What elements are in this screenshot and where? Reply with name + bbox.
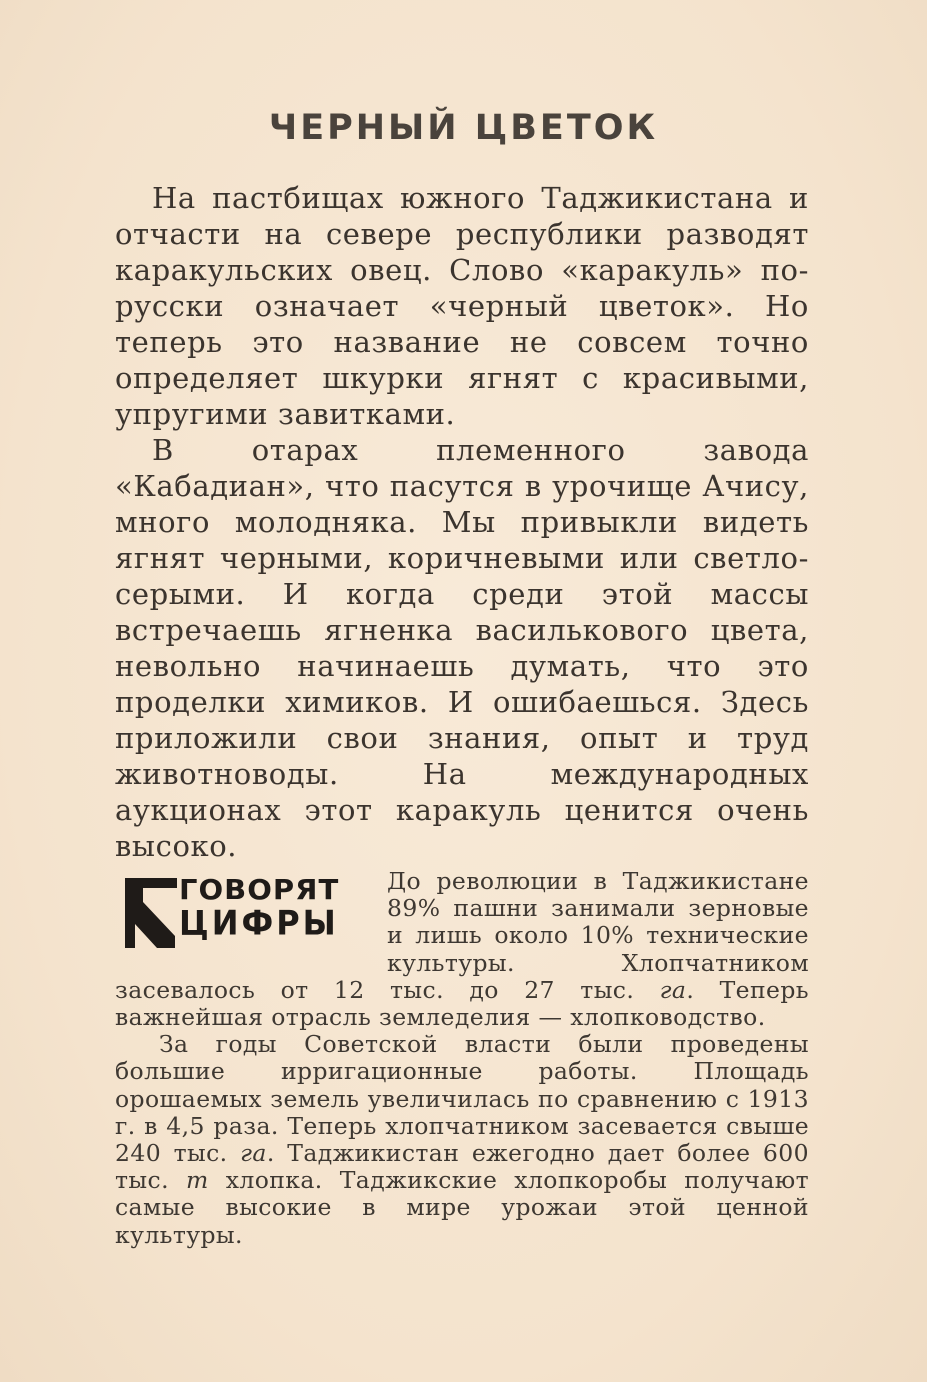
govoryat-tsifry-logo: [121, 872, 373, 952]
facts-p2-unit-ha: га: [240, 1139, 267, 1168]
logo-bracket-icon: [121, 872, 181, 952]
facts-p1-text-b: . Теперь важнейшая отрасль земледелия — хлопководство.: [115, 975, 809, 1032]
article-paragraph-1: На пастбищах южного Таджикистана и отчасти на севере республики разводят каракульских овец. Слово «каракуль» по-русски означает «черный цветок». Но теперь это название не совсем точно определяет шкурки ягнят с красивыми, упругими завитками.: [115, 181, 809, 431]
facts-p2-text-c: хлопка. Таджикские хлопкоробы получают самые высокие в мире урожаи этой ценной культуры.: [115, 1166, 809, 1249]
facts-p1-text-a: До революции в Таджикистане 89% пашни занимали зерновые и лишь около 10% технические культуры. Хлопчатником засевалось от 12 тыс. до 27 тыс.: [115, 867, 809, 1004]
facts-box: [115, 868, 809, 1249]
article-body: [115, 180, 809, 864]
facts-p2-unit-t: т: [185, 1166, 209, 1195]
logo-line-2: ЦИФРЫ: [179, 902, 339, 943]
facts-p2-text-b: . Таджикистан ежегодно дает более 600 тыс.: [115, 1139, 809, 1195]
article-paragraph-2: В отарах племенного завода «Кабадиан», что пасутся в урочище Ачису, много молодняка. Мы привыкли видеть ягнят черными, коричневыми или светло-серыми. И когда среди этой массы встречаешь ягненка василькового цвета, невольно начинаешь думать, что это проделки химиков. И ошибаешься. Здесь приложили свои знания, опыт и труд животноводы. На международных аукционах этот каракуль ценится очень высоко.: [115, 433, 809, 863]
facts-p2-text-a: За годы Советской власти были проведены большие ирригационные работы. Площадь орошаемых земель увеличилась по сравнению с 1913 г. в 4,5 раза. Теперь хлопчатником засевается свыше 240 тыс.: [115, 1030, 809, 1168]
logo-line-1: ГОВОРЯТ: [179, 873, 340, 906]
facts-paragraph-2: [115, 1031, 809, 1249]
facts-p1-unit-ha: га: [659, 975, 687, 1004]
article-title: ЧЕРНЫЙ ЦВЕТОК: [268, 108, 659, 148]
